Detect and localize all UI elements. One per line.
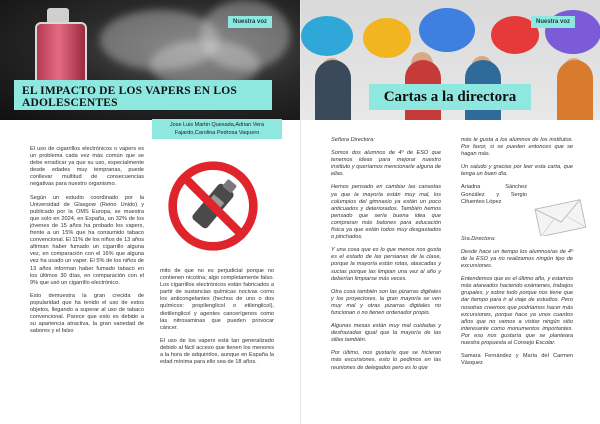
letters-column-2 xyxy=(461,137,573,373)
section-tag: Nuestra voz xyxy=(531,16,575,28)
paragraph: Somos dos alumnos de 4º de ESO que tenemos ideas para mejorar nuestro instituto y queríamos mencionarle alguna de ellas. xyxy=(331,150,441,178)
paragraph: Entendemos que es el último año, y estamos más atareados haciendo exámenes, trabajos grupales, y sobre todo porque nos tiene que dar tiempo para ir al viaje de estudios. Pero nosotras creemos que podríamos hacer más excursiones, porque hace ya unos cuantos años que no vamos a visitar ningún sitio interesante como monumentos importantes. Por eso nos gustaría que se planteara nuestra propuesta al Consejo Escolar. xyxy=(461,276,573,346)
letter-signature: Ariadna Sánchez González y Sergio Cifuentes López xyxy=(461,184,527,205)
paragraph: El uso de los vapers está tan generalizado debido al fácil acceso que tienen los menores a la hora de adquirirlos, aunque en España la edad mínima para ello sea de 18 años. xyxy=(160,337,274,366)
no-vaping-sign-icon xyxy=(165,158,261,254)
article-column-1 xyxy=(30,146,144,341)
paragraph: mito de que no es perjudicial porque no contienen nicotina; algo completamente falso. Los cigarrillos electrónicos están fabricados a partir de sustancias químicas nocivas como los anticongelantes (hechos de uno o dos químicos: propilenglicol o etilenglicol), dietilenglicol y agentes cancerígenos como las nitrosaminas que pueden provocar cáncer. xyxy=(160,268,274,331)
paragraph: El uso de cigarrillos electrónicos o vapers es un problema cada vez más común que se debe erradicar ya que su uso, especialmente desde edades muy tempranas, puede conllevar multitud de consecuencias negativas para nuestro organismo. xyxy=(30,146,144,188)
letter-salutation: Sra.Directora: xyxy=(461,235,496,242)
paragraph: Por último, nos gustaría que se hicieran más excursiones, esto lo pedimos en las reuniones de delegados pero es lo que xyxy=(331,350,441,371)
article-column-2 xyxy=(160,268,274,372)
letter-signature: Samara Fernández y María del Carmen Vásquez xyxy=(461,353,573,367)
paragraph: Según un estudio coordinado por la Universidad de Glasgow (Reino Unido) y publicado por la OMS Europa, se muestra que solo en 2024, en España, un 32% de los jóvenes de 15 años ha probado los vapers, frente a un 15% que ha consumido tabaco convencional. El 11% de los niños de 13 años afirman haber fumado un cigarrillo alguna vez, en comparación con el 16% que alguna vez ha usado un vaper. El 5% de los niños de 13 años informan haber fumado tabaco en los últimos 30 días, en comparación con el 9% que usó un cigarrillo electrónico. xyxy=(30,194,144,286)
right-page xyxy=(300,0,600,424)
paragraph: Otra cosa también son las pizarras digitales y los proyectores, la gran mayoría se ven muy mal y otras pizarras digitales no funcionan o no tienen ordenador propio. xyxy=(331,288,441,316)
article-authors: Jose Luis Martin Quesada,Adrian Vera Fajardo,Carolina Pedrosa Vaquero xyxy=(152,119,282,139)
paragraph: Desde hace un tiempo los alumnos/as de 4º de la ESO ya no realizamos ningún tipo de excursiones. xyxy=(461,248,573,270)
paragraph: Algunas mesas están muy mal cuidadas y desfrazadas igual que la mayoría de las sillas también. xyxy=(331,323,441,344)
section-tag: Nuestra voz xyxy=(228,16,272,28)
paragraph: Esto demuestra la gran crecida de popularidad que ha tenido el uso de estos objetos, llegando a superar al uso de tabaco convencional. Parece que esto es debido a su apariencia atractiva, la gran variedad de sabores y el falso xyxy=(30,292,144,335)
paragraph: Y una cosa que es lo que menos nos gusta es el estado de las persianas de la clase, porque la mayoría están rotas, atascadas y sucias porque las limpian una vez al año y deberían limpiarse más veces. xyxy=(331,247,441,282)
letter-1-column xyxy=(331,137,441,378)
paragraph: más le gusta a los alumnos de los institutos. Por favor, si se pueden entonces que se hagan más. xyxy=(461,137,573,158)
envelope-icon xyxy=(533,196,589,236)
article-title: EL IMPACTO DE LOS VAPERS EN LOS ADOLESCENTES xyxy=(14,80,272,110)
paragraph: Un saludo y gracias por leer esta carta, que tenga un buen día. xyxy=(461,164,573,178)
section-title: Cartas a la directora xyxy=(369,84,531,110)
paragraph: Hemos pensado en cambiar las canastas ya que la mayoría están muy mal, los columpios del gimnasio ya están un poco anticuados y deteriorados. También hemos pensado que sería buena idea que compraran más balones para educación física ya que están todos muy desgastados o pinchados. xyxy=(331,184,441,241)
paragraph: Señora Directora: xyxy=(331,137,375,143)
